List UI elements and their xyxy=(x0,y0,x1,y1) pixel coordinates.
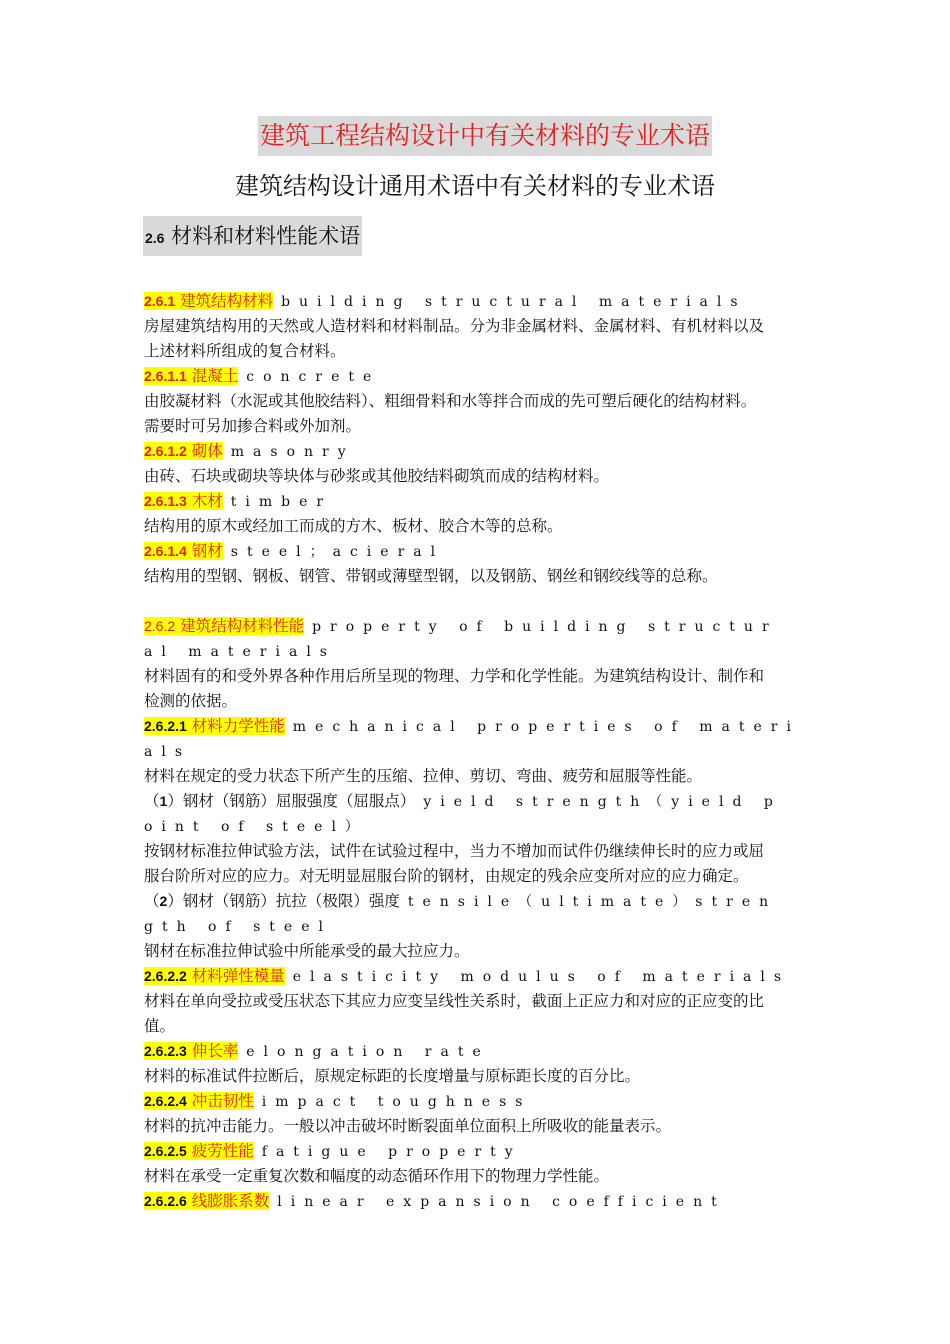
term-english: masonry xyxy=(230,444,355,460)
term-heading xyxy=(144,714,812,739)
term-heading xyxy=(144,364,812,389)
term-description: 由砖、石块或砌块等块体与砂浆或其他胶结料砌筑而成的结构材料。 xyxy=(144,467,610,485)
term-label: 2.6.1.1 混凝土 xyxy=(144,367,239,385)
term-heading xyxy=(144,489,812,514)
subterm-description: 按钢材标准拉伸试验方法，试件在试验过程中，当力不增加而试件仍继续伸长时的应力或屈 xyxy=(144,842,765,860)
term-english-continued: al materials xyxy=(144,644,336,660)
term-label: 2.6.2.3 伸长率 xyxy=(144,1042,239,1060)
term-english-continued: als xyxy=(144,744,192,760)
term-label: 2.6.1.3 木材 xyxy=(144,492,223,510)
term-english: concrete xyxy=(246,369,381,385)
paragraph-gap xyxy=(144,589,812,614)
subterm-english: tensile（ultimate）stren xyxy=(407,894,778,910)
term-description: 材料在规定的受力状态下所产生的压缩、拉伸、剪切、弯曲、疲劳和屈服等性能。 xyxy=(144,767,703,785)
section-heading xyxy=(143,216,362,256)
term-description: 由胶凝材料（水泥或其他胶结料）、粗细骨料和水等拌合而成的先可塑后硬化的结构材料。 xyxy=(144,392,757,410)
term-description: 检测的依据。 xyxy=(144,692,238,710)
term-english: mechanical properties of materi xyxy=(292,719,800,735)
term-english: building structural materials xyxy=(281,294,747,310)
term-heading xyxy=(144,1189,812,1214)
term-description: 材料的抗冲击能力。一般以冲击破坏时断裂面单位面积上所吸收的能量表示。 xyxy=(144,1117,672,1135)
term-label: 2.6.1.2 砌体 xyxy=(144,442,223,460)
term-heading xyxy=(144,964,812,989)
term-heading xyxy=(144,614,812,639)
term-english: impact toughness xyxy=(261,1094,532,1110)
subterm-english-continued: gth of steel xyxy=(144,919,332,935)
term-english: property of building structur xyxy=(312,619,778,635)
term-label: 2.6.2.4 冲击韧性 xyxy=(144,1092,254,1110)
term-english: timber xyxy=(230,494,333,510)
term-description: 需要时可另加掺合料或外加剂。 xyxy=(144,417,362,435)
document-title: 建筑工程结构设计中有关材料的专业术语 xyxy=(258,116,712,156)
subterm-description: 钢材在标准拉伸试验中所能承受的最大拉应力。 xyxy=(144,942,470,960)
term-list xyxy=(144,289,812,1214)
subterm-heading: （2）钢材（钢筋）抗拉（极限）强度 tensile（ultimate）stren xyxy=(144,892,778,910)
term-heading xyxy=(144,539,812,564)
term-english: steel；acieral xyxy=(230,544,445,560)
subterm-english: yield strength（yield p xyxy=(423,794,782,810)
term-english: linear expansion coefficient xyxy=(277,1194,726,1210)
term-heading xyxy=(144,1039,812,1064)
term-description: 结构用的型钢、钢板、钢管、带钢或薄壁型钢，以及钢筋、钢丝和钢绞线等的总称。 xyxy=(144,567,718,585)
term-english: fatigue property xyxy=(261,1144,522,1160)
term-description: 材料在承受一定重复次数和幅度的动态循环作用下的物理力学性能。 xyxy=(144,1167,610,1185)
term-label: 2.6.2.2 材料弹性模量 xyxy=(144,967,285,985)
subterm-description: 服台阶所对应的应力。对无明显屈服台阶的钢材，由规定的残余应变所对应的应力确定。 xyxy=(144,867,749,885)
term-english: elongation rate xyxy=(246,1044,490,1060)
term-description: 结构用的原木或经加工而成的方木、板材、胶合木等的总称。 xyxy=(144,517,563,535)
term-description: 房屋建筑结构用的天然或人造材料和材料制品。分为非金属材料、金属材料、有机材料以及 xyxy=(144,317,765,335)
term-description: 材料的标准试件拉断后，原规定标距的长度增量与原标距长度的百分比。 xyxy=(144,1067,641,1085)
section-label: 材料和材料性能术语 xyxy=(164,224,361,248)
term-description: 材料在单向受拉或受压状态下其应力应变呈线性关系时，截面上正应力和对应的正应变的比 xyxy=(144,992,765,1010)
term-description: 材料固有的和受外界各种作用后所呈现的物理、力学和化学性能。为建筑结构设计、制作和 xyxy=(144,667,765,685)
term-label: 2.6.1 建筑结构材料 xyxy=(144,292,274,310)
term-label: 2.6.1.4 钢材 xyxy=(144,542,223,560)
term-description: 值。 xyxy=(144,1017,176,1035)
term-description: 上述材料所组成的复合材料。 xyxy=(144,342,346,360)
term-label: 2.6.2.1 材料力学性能 xyxy=(144,717,285,735)
term-heading xyxy=(144,1089,812,1114)
term-heading xyxy=(144,439,812,464)
term-label: 2.6.2.5 疲劳性能 xyxy=(144,1142,254,1160)
term-label: 2.6.2.6 线膨胀系数 xyxy=(144,1192,270,1210)
term-heading xyxy=(144,289,812,314)
subterm-heading: （1）钢材（钢筋）屈服强度（屈服点） yield strength（yield p xyxy=(144,792,782,810)
document-subtitle: 建筑结构设计通用术语中有关材料的专业术语 xyxy=(235,172,715,200)
term-label: 2.6.2 建筑结构材料性能 xyxy=(144,617,305,635)
term-heading xyxy=(144,1139,812,1164)
subterm-english-continued: oint of steel） xyxy=(144,819,368,835)
section-number: 2.6 xyxy=(145,230,165,246)
term-english: elasticity modulus of materials xyxy=(292,969,791,985)
